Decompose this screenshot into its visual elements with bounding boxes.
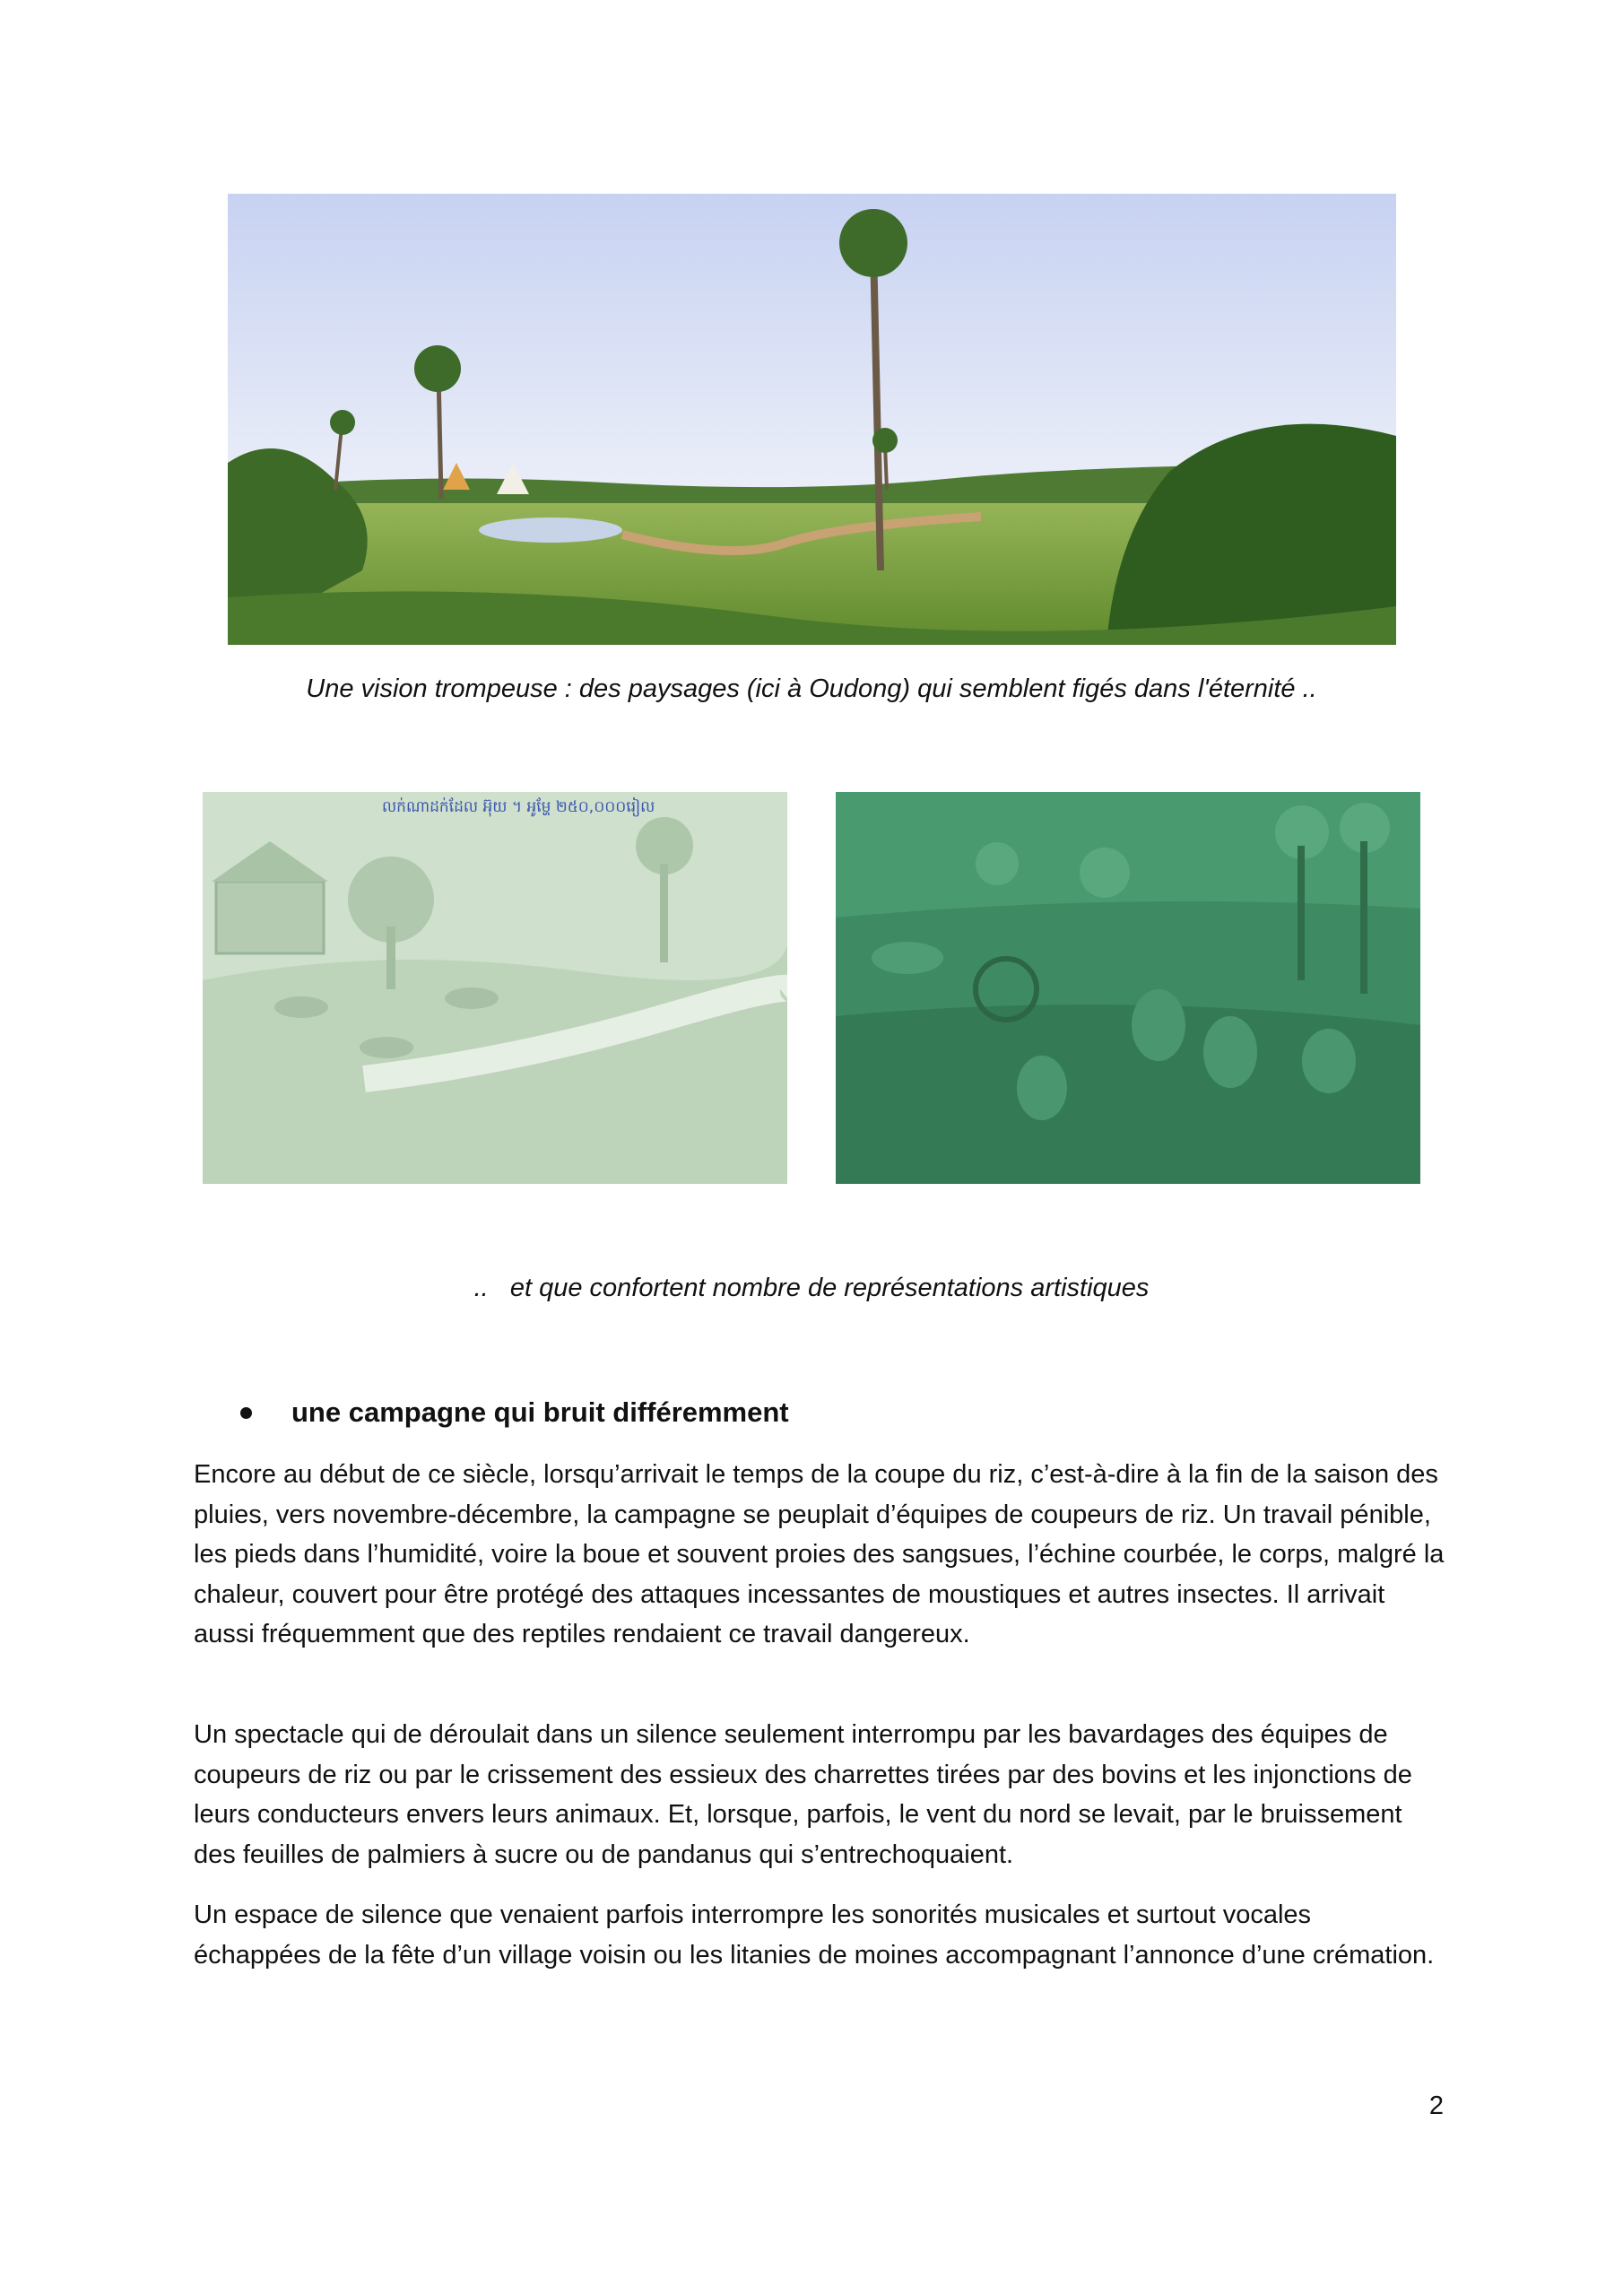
section-heading-row <box>240 1395 789 1431</box>
rice-field-relief-photo <box>203 792 787 1184</box>
landscape-photo <box>228 194 1396 645</box>
bullet-icon <box>240 1407 252 1419</box>
section-heading: une campagne qui bruit différemment <box>291 1396 789 1428</box>
relief-inscription: លក់ណាដក់ដែល អ៊ុយ ។ អូម្ហែ ២៥០,០០០រៀល <box>382 798 655 816</box>
landscape-caption: Une vision trompeuse : des paysages (ici à Oudong) qui semblent figés dans l'éternité .. <box>306 674 1317 703</box>
page-number: 2 <box>1428 2092 1444 2120</box>
reliefs-caption: .. et que confortent nombre de représentations artistiques <box>473 1274 1150 1302</box>
paragraph-1: Encore au début de ce siècle, lorsqu’arrivait le temps de la coupe du riz, c’est-à-dire à la fin de la saison des pluies, vers novembre-décembre, la campagne se peuplait d’équipes de coupeurs de riz. Un travail pénible, les pieds dans l’humidité, voire la boue et souvent proies des sangsues, l’échine courbée, le corps, malgré la chaleur, couvert pour être protégé des attaques incessantes de moustiques et autres insectes. Il arrivait aussi fréquemment que des reptiles rendaient ce travail dangereux. <box>194 1460 1445 1648</box>
harvest-relief-photo <box>836 792 1420 1184</box>
paragraph-2: Un spectacle qui de déroulait dans un silence seulement interrompu par les bavardages des équipes de coupeurs de riz ou par le crissement des essieux des charrettes tirées par des bovins et les injonctions de leurs conducteurs envers leurs animaux. Et, lorsque, parfois, le vent du nord se levait, par le bruissement des feuilles de palmiers à sucre ou de pandanus qui s’entrechoquaient. <box>194 1720 1412 1869</box>
paragraph-3: Un espace de silence que venaient parfois interrompre les sonorités musicales et surtout vocales échappées de la fête d’un village voisin ou les litanies de moines accompagnant l’annonce d’une crémation. <box>194 1900 1435 1970</box>
